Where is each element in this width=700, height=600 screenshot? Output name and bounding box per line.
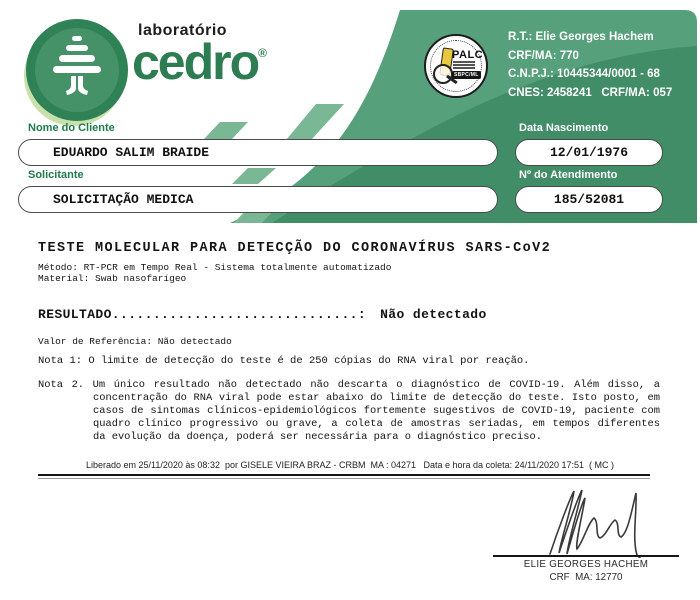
result-line [38,307,487,322]
report-method-block [38,262,391,284]
client-name-field [18,139,498,166]
signer-registry: CRF MA: 12770 [549,572,623,583]
requester-label: Solicitante [28,169,84,181]
birth-date-field [515,139,663,166]
header-info-cnes: CNES: 2458241 CRF/MA: 057 [508,86,673,99]
signer-name: ELIE GEORGES HACHEM [523,559,649,570]
registered-mark: ® [258,46,268,60]
result-label: RESULTADO..............................: [38,307,367,322]
method-line: Método: RT-PCR em Tempo Real - Sistema totalmente automatizado [38,262,392,273]
attendance-number-label: Nº do Atendimento [519,169,618,181]
signature-scribble [520,482,660,558]
note-2: Nota 2. Um único resultado não detectado não descarta o diagnóstico de COVID-19. Além disso, a concentração do RNA viral pode estar abaixo do limite de detecção do teste. Isto posto, em casos de sintomas clínicos-epidemiológicos fortemente sugestivos de COVID-19, paciente com quadro clínico progressivo ou grave, a coleta de amostras seriadas, em tempos diferentes da evolução da doença, poderá ser necessária para o diagnóstico preciso. [38,379,660,443]
birth-date-label: Data Nascimento [519,122,609,134]
magnifier-icon [433,64,453,84]
client-name-label: Nome do Cliente [28,122,115,134]
header-info-rt: R.T.: Elie Georges Hachem [508,31,654,43]
attendance-number-field [515,186,663,213]
result-value: Não detectado [380,307,487,322]
palc-seal-subtitle: SBPC/ML [454,72,479,78]
client-name-value: EDUARDO SALIM BRAIDE [53,145,210,160]
material-line: Material: Swab nasofarígeo [38,273,187,284]
requester-value: SOLICITAÇÃO MEDICA [53,192,194,207]
palc-seal [424,34,488,98]
header-info-cnpj: C.N.P.J.: 10445344/0001 - 68 [508,68,660,80]
requester-field [18,186,498,213]
header-info-crf: CRF/MA: 770 [508,49,579,62]
header-info-block [508,28,672,102]
note-1: Nota 1: O limite de detecção do teste é de 250 cópias do RNA viral por reação. [38,355,530,367]
palc-seal-name: PALC [452,49,484,61]
cedro-logo-icon [22,16,132,128]
cedro-logo-text [132,22,322,90]
signature-line [493,555,679,557]
reference-value-line: Valor de Referência: Não detectado [38,336,232,347]
header-accent-3 [232,168,276,184]
logo-top-word: laboratório [138,22,228,39]
report-title: TESTE MOLECULAR PARA DETECÇÃO DO CORONAVÍRUS SARS-CoV2 [38,241,552,256]
logo-brand-word: cedro [132,34,259,90]
birth-date-value: 12/01/1976 [549,145,628,160]
attendance-number-value: 185/52081 [553,192,625,207]
footer-divider [38,474,650,479]
release-info-line: Liberado em 25/11/2020 às 08:32 por GISELE VIEIRA BRAZ - CRBM MA : 04271 Data e hora da coleta: 24/11/2020 17:51 ( MC ) [86,460,614,470]
palc-seal-fine-print [453,61,475,70]
cedro-logo [22,16,322,128]
